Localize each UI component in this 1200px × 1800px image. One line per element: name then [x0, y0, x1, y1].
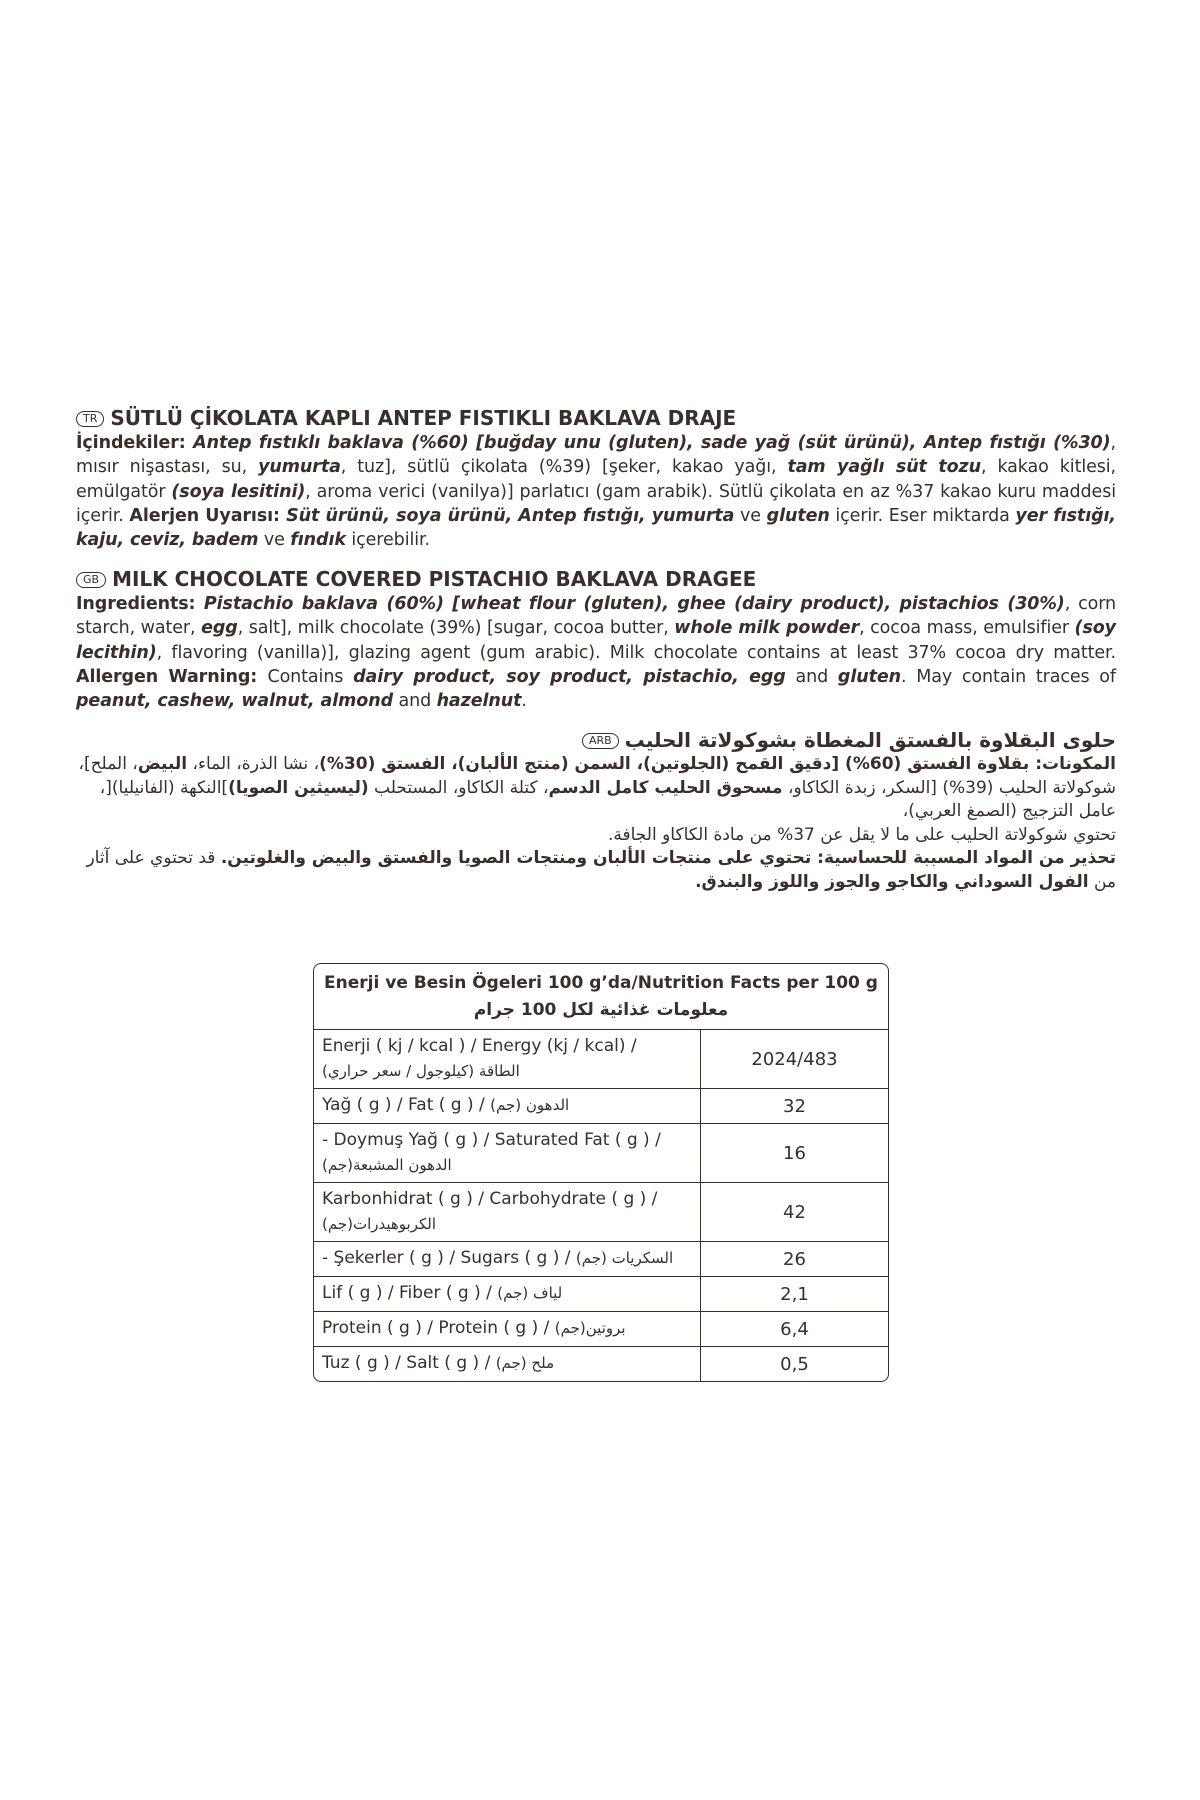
text-run	[76, 691, 393, 711]
nutrition-label-text: Protein ( g ) / Protein ( g ) /	[322, 1318, 555, 1338]
text-run	[437, 691, 522, 711]
title-text-ar: حلوى البقلاوة بالفستق المغطاة بشوكولاتة الحليب	[624, 728, 1116, 752]
nutrition-label-text: Enerji ( kj / kcal ) / Energy (kj / kcal) /	[322, 1036, 637, 1056]
nutrition-label-text: Tuz ( g ) / Salt ( g ) /	[322, 1353, 496, 1373]
text-run: İçindekiler:	[76, 433, 194, 453]
text-run: تحتوي شوكولاتة الحليب على ما لا يقل عن 37% من مادة الكاكاو الجافة.	[607, 824, 1116, 845]
emphasis-text: (soya lesitini)	[171, 481, 306, 502]
text-run	[290, 530, 346, 550]
text-run: ، كتلة الكاكاو، المستحلب	[368, 777, 549, 798]
text-run: and	[785, 666, 838, 687]
nutrition-label-text: Karbonhidrat ( g ) / Carbohydrate ( g ) /	[322, 1189, 658, 1209]
text-run: (ليسيثين الصويا)	[228, 777, 369, 798]
nutrition-label	[314, 1277, 701, 1311]
ingredients-ar	[76, 753, 1116, 894]
nutrition-label-arabic: الدهون (جم)	[490, 1096, 570, 1114]
section-tr	[76, 405, 1116, 552]
nutrition-header-line2: معلومات غذائية لكل 100 جرام	[473, 1000, 729, 1020]
emphasis-text: fındık	[290, 530, 346, 551]
nutrition-row	[314, 1183, 888, 1242]
nutrition-label-arabic: الطاقة (كيلوجول / سعر حراري)	[322, 1062, 520, 1080]
nutrition-label-arabic: بروتين(جم)	[554, 1319, 626, 1337]
ingredients-gb	[76, 592, 1116, 713]
emphasis-text: Antep fıstıklı baklava (%60) [buğday unu (gluten), sade yağ (süt ürünü), Antep fıstığı (%30)	[193, 433, 1111, 453]
title-text-tr: SÜTLÜ ÇİKOLATA KAPLI ANTEP FISTIKLI BAKLAVA DRAJE	[110, 406, 737, 430]
emphasis-text: yumurta	[258, 457, 341, 478]
nutrition-label-arabic: الكربوهيدرات(جم)	[322, 1215, 437, 1233]
nutrition-label-text: Lif ( g ) / Fiber ( g ) /	[322, 1283, 498, 1303]
emphasis-text: gluten	[766, 505, 830, 526]
emphasis-text: (soy lecithin)	[76, 618, 1116, 663]
nutrition-label	[314, 1347, 701, 1381]
text-run: , aroma verici (vanilya)] parlatıcı (gam arabik). Sütlü çikolata en az %37 kakao kuru maddesi içerir.	[76, 481, 1116, 526]
text-run: ]النكهة (الفانيليا)[، عامل التزجيج (الصمغ العربي)،	[99, 777, 1116, 821]
text-run: Ingredients:	[76, 594, 204, 614]
section-title-gb	[76, 566, 1116, 592]
lang-badge-gb: GB	[76, 572, 106, 588]
text-run: الفول السوداني والكاجو والجوز واللوز والبندق.	[695, 871, 1089, 892]
nutrition-value: 32	[783, 1095, 806, 1117]
nutrition-row	[314, 1277, 888, 1312]
lang-badge-ar: ARB	[582, 733, 619, 749]
text-run: .	[521, 691, 527, 712]
text-run: , mısır nişastası, su,	[76, 433, 1116, 478]
nutrition-header	[314, 964, 888, 1030]
text-run: içerir. Eser miktarda	[829, 505, 1016, 526]
text-run	[258, 457, 341, 477]
text-run: ve	[734, 505, 767, 526]
nutrition-rows	[314, 1030, 888, 1381]
emphasis-text: Süt ürünü, soya ürünü, Antep fıstığı, yumurta	[286, 505, 735, 526]
text-run	[286, 506, 734, 526]
emphasis-text: whole milk powder	[674, 618, 860, 639]
text-run: Contains	[267, 666, 354, 687]
nutrition-value: 42	[783, 1201, 806, 1223]
text-run	[787, 457, 981, 477]
text-run: مسحوق الحليب كامل الدسم	[548, 777, 783, 798]
nutrition-row	[314, 1312, 888, 1347]
title-text-gb: MILK CHOCOLATE COVERED PISTACHIO BAKLAVA DRAGEE	[112, 567, 757, 591]
nutrition-label-arabic: السكريات (جم)	[575, 1249, 674, 1267]
nutrition-label	[314, 1089, 701, 1123]
text-run: , kakao kitlesi, emülgatör	[76, 457, 1116, 502]
nutrition-value: 0,5	[780, 1353, 809, 1375]
text-run: , tuz], sütlü çikolata (%39) [şeker, kakao yağı,	[340, 457, 788, 478]
ingredients-tr	[76, 431, 1116, 552]
nutrition-value: 6,4	[780, 1318, 809, 1340]
nutrition-label	[314, 1242, 701, 1276]
nutrition-label	[314, 1312, 701, 1346]
nutrition-row	[314, 1242, 888, 1277]
text-run	[204, 594, 1065, 614]
nutrition-value: 2,1	[780, 1283, 809, 1305]
nutrition-label-arabic: الدهون المشبعة(جم)	[322, 1156, 452, 1174]
nutrition-label-arabic: لياف (جم)	[497, 1284, 563, 1302]
text-run: ve	[258, 530, 291, 551]
nutrition-value: 26	[783, 1248, 806, 1270]
section-ar	[76, 727, 1116, 894]
emphasis-text: dairy product, soy product, pistachio, egg	[353, 666, 786, 687]
text-run: ، الملح]، شوكولاتة الحليب (39%) [السكر، زبدة الكاكاو،	[78, 754, 1116, 798]
text-run	[201, 618, 238, 638]
text-run: , salt], milk chocolate (39%) [sugar, cocoa butter,	[237, 618, 675, 639]
text-run: . May contain traces of	[900, 666, 1116, 687]
emphasis-text: hazelnut	[436, 691, 522, 712]
text-run: , corn starch, water,	[76, 594, 1116, 639]
text-run: تحذير من المواد المسببة للحساسية: تحتوي على منتجات الألبان ومنتجات الصويا والفستق والبيض والغلوتين.	[220, 848, 1116, 868]
emphasis-text: peanut, cashew, walnut, almond	[76, 691, 393, 712]
text-run	[193, 433, 1110, 453]
text-run: البيض	[137, 754, 188, 774]
nutrition-table	[313, 963, 889, 1382]
section-title-ar	[76, 727, 1116, 753]
nutrition-row	[314, 1030, 888, 1089]
text-run: and	[393, 691, 437, 712]
emphasis-text: yer fıstığı, kaju, ceviz, badem	[76, 505, 1116, 551]
nutrition-label	[314, 1124, 701, 1182]
text-run: , cocoa mass, emulsifier	[859, 618, 1075, 639]
text-run	[171, 482, 305, 502]
emphasis-text: Pistachio baklava (60%) [wheat flour (gluten), ghee (dairy product), pistachios (30%)	[203, 594, 1065, 614]
nutrition-label-arabic: ملح (جم)	[495, 1354, 555, 1372]
text-run: , flavoring (vanilla)], glazing agent (gum arabic). Milk chocolate contains at least 37% cocoa dry matter.	[156, 642, 1116, 663]
emphasis-text: gluten	[837, 666, 901, 687]
text-run	[674, 618, 859, 638]
nutrition-label	[314, 1030, 701, 1088]
text-run: içerebilir.	[345, 530, 430, 551]
nutrition-label-text: - Şekerler ( g ) / Sugars ( g ) /	[322, 1248, 576, 1268]
nutrition-row	[314, 1124, 888, 1183]
text-run	[767, 506, 830, 526]
nutrition-label-text: Yağ ( g ) / Fat ( g ) /	[322, 1095, 491, 1115]
text-run	[838, 667, 901, 687]
section-title-tr	[76, 405, 1116, 431]
lang-badge-tr: TR	[76, 411, 104, 427]
section-gb	[76, 566, 1116, 713]
emphasis-text: tam yağlı süt tozu	[787, 457, 981, 478]
nutrition-label-text: - Doymuş Yağ ( g ) / Saturated Fat ( g ) /	[322, 1130, 661, 1150]
nutrition-row	[314, 1089, 888, 1124]
text-run: ، نشا الذرة، الماء،	[187, 754, 320, 774]
emphasis-text: egg	[201, 618, 238, 639]
nutrition-header-line1: Enerji ve Besin Ögeleri 100 g’da/Nutrition Facts per 100 g	[324, 973, 878, 993]
text-run	[353, 667, 786, 687]
nutrition-value: 2024/483	[751, 1048, 838, 1070]
nutrition-row	[314, 1347, 888, 1381]
text-run: قد تحتوي على آثار من	[86, 848, 1116, 892]
nutrition-value: 16	[783, 1142, 806, 1164]
text-run: Allergen Warning:	[76, 666, 268, 687]
text-run: المكونات: بقلاوة الفستق (60%) [دقيق القمح (الجلوتين)، السمن (منتج الألبان)، الفستق (30%)	[319, 754, 1116, 774]
text-run: Alerjen Uyarısı:	[129, 505, 287, 526]
nutrition-label	[314, 1183, 701, 1241]
